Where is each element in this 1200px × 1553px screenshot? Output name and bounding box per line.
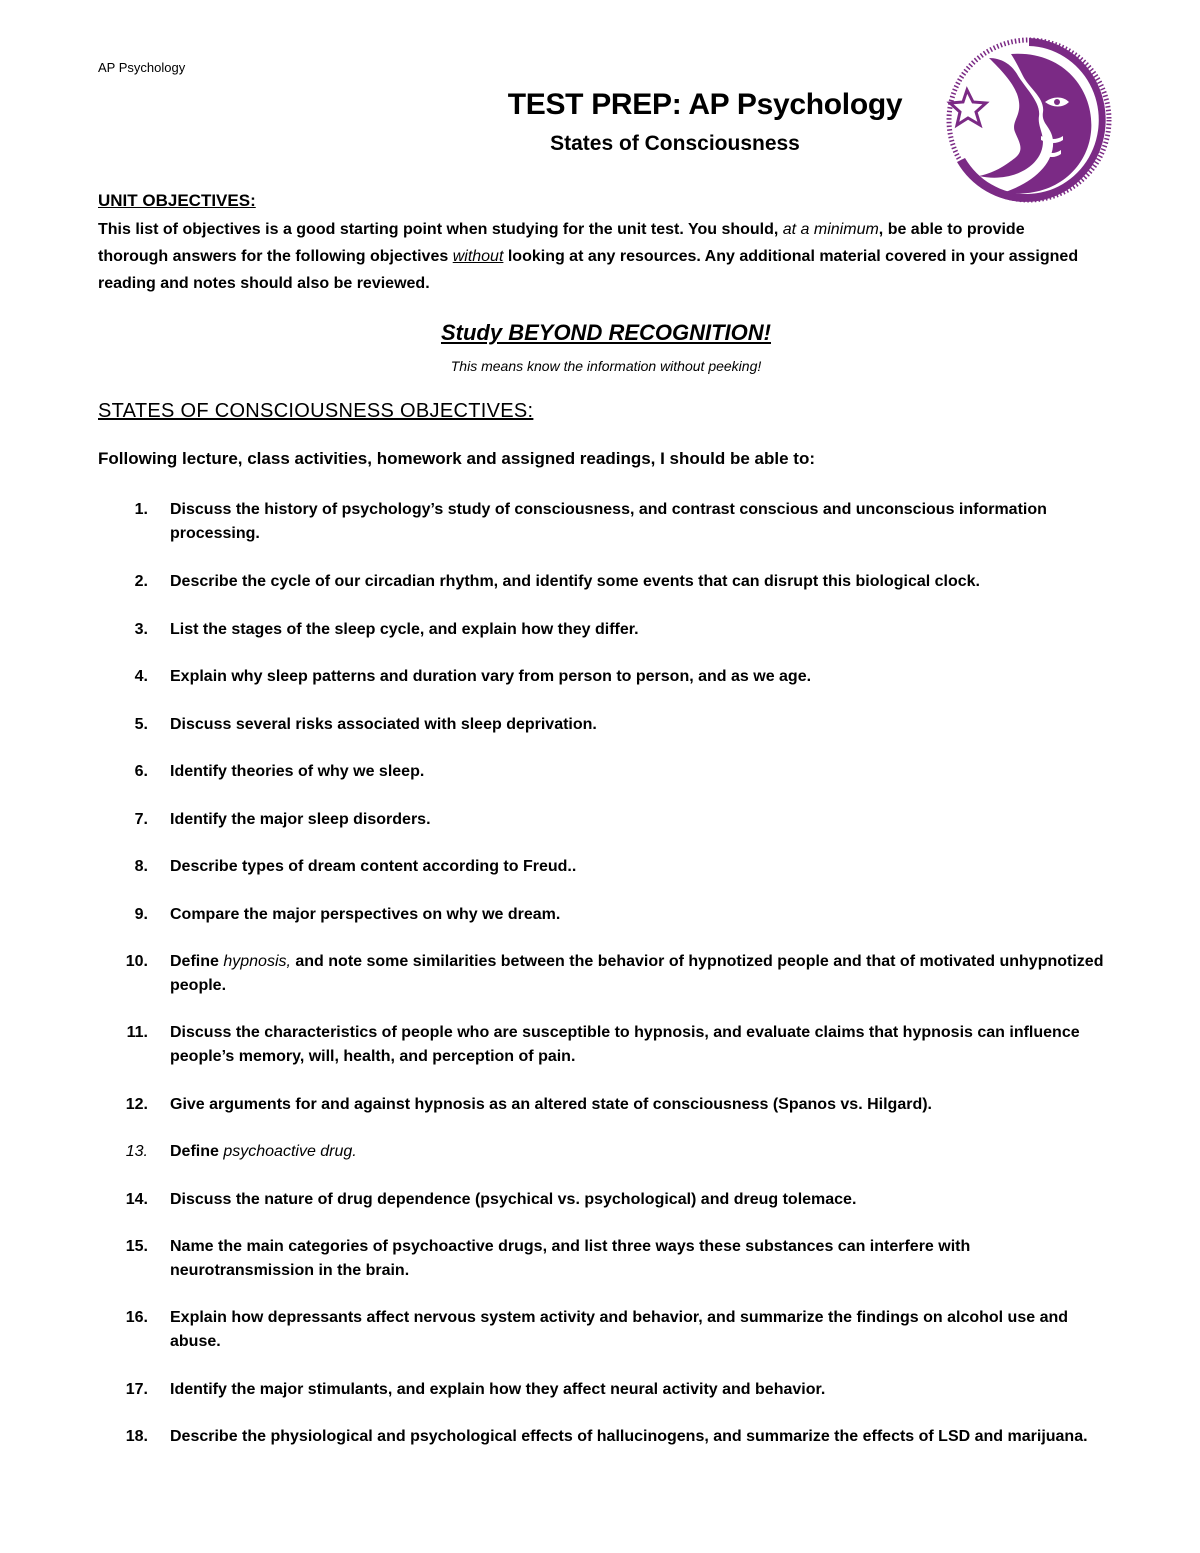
objective-item: [98, 570, 1118, 594]
objective-emphasis: hypnosis,: [223, 953, 291, 970]
objective-number: 6.: [134, 763, 148, 780]
objective-number: 18.: [125, 1428, 148, 1445]
intro-text-part: , be able to provide thorough answers for the following objectives: [98, 221, 1025, 265]
document-subtitle: States of Consciousness: [550, 132, 800, 155]
intro-emphasis: without: [452, 248, 504, 265]
objective-item: [98, 1235, 1118, 1283]
objective-number: 14.: [125, 1191, 148, 1208]
objective-text-part: Define: [170, 1143, 224, 1160]
objective-item: [98, 855, 1118, 879]
objective-number: 2.: [134, 573, 148, 590]
objective-number: 8.: [134, 858, 148, 875]
unit-objectives-heading: UNIT OBJECTIVES:: [98, 191, 256, 210]
objective-item: [98, 1188, 1118, 1212]
objective-item: [98, 950, 1118, 998]
unit-objectives-intro: [98, 216, 1098, 297]
document-title: TEST PREP: AP Psychology: [507, 88, 903, 121]
objective-number: 4.: [134, 668, 148, 685]
objective-item: [98, 1093, 1118, 1117]
objective-item: [98, 903, 1118, 927]
study-heading: Study BEYOND RECOGNITION!: [440, 320, 771, 345]
objective-item: [98, 1378, 1118, 1402]
objective-number: 17.: [125, 1381, 148, 1398]
objective-number: 10.: [125, 953, 148, 970]
objective-text: Describe types of dream content according to Freud..: [170, 858, 577, 875]
objective-text: Discuss the characteristics of people who are susceptible to hypnosis, and evaluate claims that hypnosis can influence people’s memory, will, health, and perception of pain.: [170, 1024, 1080, 1065]
objective-text: List the stages of the sleep cycle, and explain how they differ.: [170, 621, 639, 638]
objective-item: [98, 1306, 1118, 1354]
objective-number: 3.: [134, 621, 148, 638]
objective-text: Name the main categories of psychoactive drugs, and list three ways these substances can interfere with neurotransmission in the brain.: [170, 1238, 971, 1279]
objective-text: [170, 1140, 1118, 1164]
objective-item: [98, 665, 1118, 689]
objective-text: Compare the major perspectives on why we dream.: [170, 906, 561, 923]
objective-number: 12.: [125, 1096, 148, 1113]
intro-text-part: looking at any resources. Any additional material covered in your assigned reading and notes should also be reviewed.: [98, 248, 1079, 292]
objective-text: Explain why sleep patterns and duration vary from person to person, and as we age.: [170, 668, 812, 685]
objective-number: 7.: [134, 811, 148, 828]
study-note: This means know the information without peeking!: [450, 358, 762, 374]
objective-text: Discuss the history of psychology’s study of consciousness, and contrast conscious and unconscious information processing.: [170, 501, 1047, 542]
objective-text: Discuss the nature of drug dependence (psychical vs. psychological) and dreug tolemace.: [170, 1191, 857, 1208]
objective-item: [98, 1425, 1118, 1449]
objective-text: Explain how depressants affect nervous system activity and behavior, and summarize the findings on alcohol use and abuse.: [170, 1309, 1069, 1350]
objective-text: [170, 950, 1118, 998]
objective-number: 9.: [134, 906, 148, 923]
running-header: AP Psychology: [98, 60, 186, 75]
objective-emphasis: psychoactive drug.: [223, 1143, 357, 1160]
objective-text-part: Define: [170, 953, 224, 970]
section-heading: STATES OF CONSCIOUSNESS OBJECTIVES:: [98, 400, 534, 422]
intro-text-part: This list of objectives is a good starting point when studying for the unit test. You should,: [98, 221, 783, 238]
objective-item: [98, 618, 1118, 642]
objective-number: 1.: [134, 501, 148, 518]
objective-text: Give arguments for and against hypnosis as an altered state of consciousness (Spanos vs. Hilgard).: [170, 1096, 932, 1113]
objective-item: [98, 1021, 1118, 1069]
objective-number: 5.: [134, 716, 148, 733]
objective-item: [98, 713, 1118, 737]
objective-text: Describe the cycle of our circadian rhythm, and identify some events that can disrupt this biological clock.: [170, 573, 980, 590]
section-lead: Following lecture, class activities, homework and assigned readings, I should be able to:: [98, 449, 816, 468]
objective-number: 15.: [125, 1238, 148, 1255]
objective-number: 11.: [126, 1024, 148, 1041]
objective-item: [98, 808, 1118, 832]
objective-number: 16.: [125, 1309, 148, 1326]
objective-text-part: and note some similarities between the behavior of hypnotized people and that of motivated unhypnotized people.: [170, 953, 1104, 994]
intro-emphasis: at a minimum: [782, 221, 879, 238]
objective-text: Identify the major stimulants, and explain how they affect neural activity and behavior.: [170, 1381, 826, 1398]
objective-number: 13.: [125, 1143, 148, 1160]
objective-item: [98, 1140, 1118, 1164]
objective-text: Discuss several risks associated with sleep deprivation.: [170, 716, 597, 733]
objective-item: [98, 760, 1118, 784]
objective-item: [98, 498, 1118, 546]
moon-face-star-icon: [945, 32, 1113, 208]
objective-text: Identify the major sleep disorders.: [170, 811, 431, 828]
objective-text: Describe the physiological and psychological effects of hallucinogens, and summarize the effects of LSD and marijuana.: [170, 1428, 1088, 1445]
objective-text: Identify theories of why we sleep.: [170, 763, 425, 780]
